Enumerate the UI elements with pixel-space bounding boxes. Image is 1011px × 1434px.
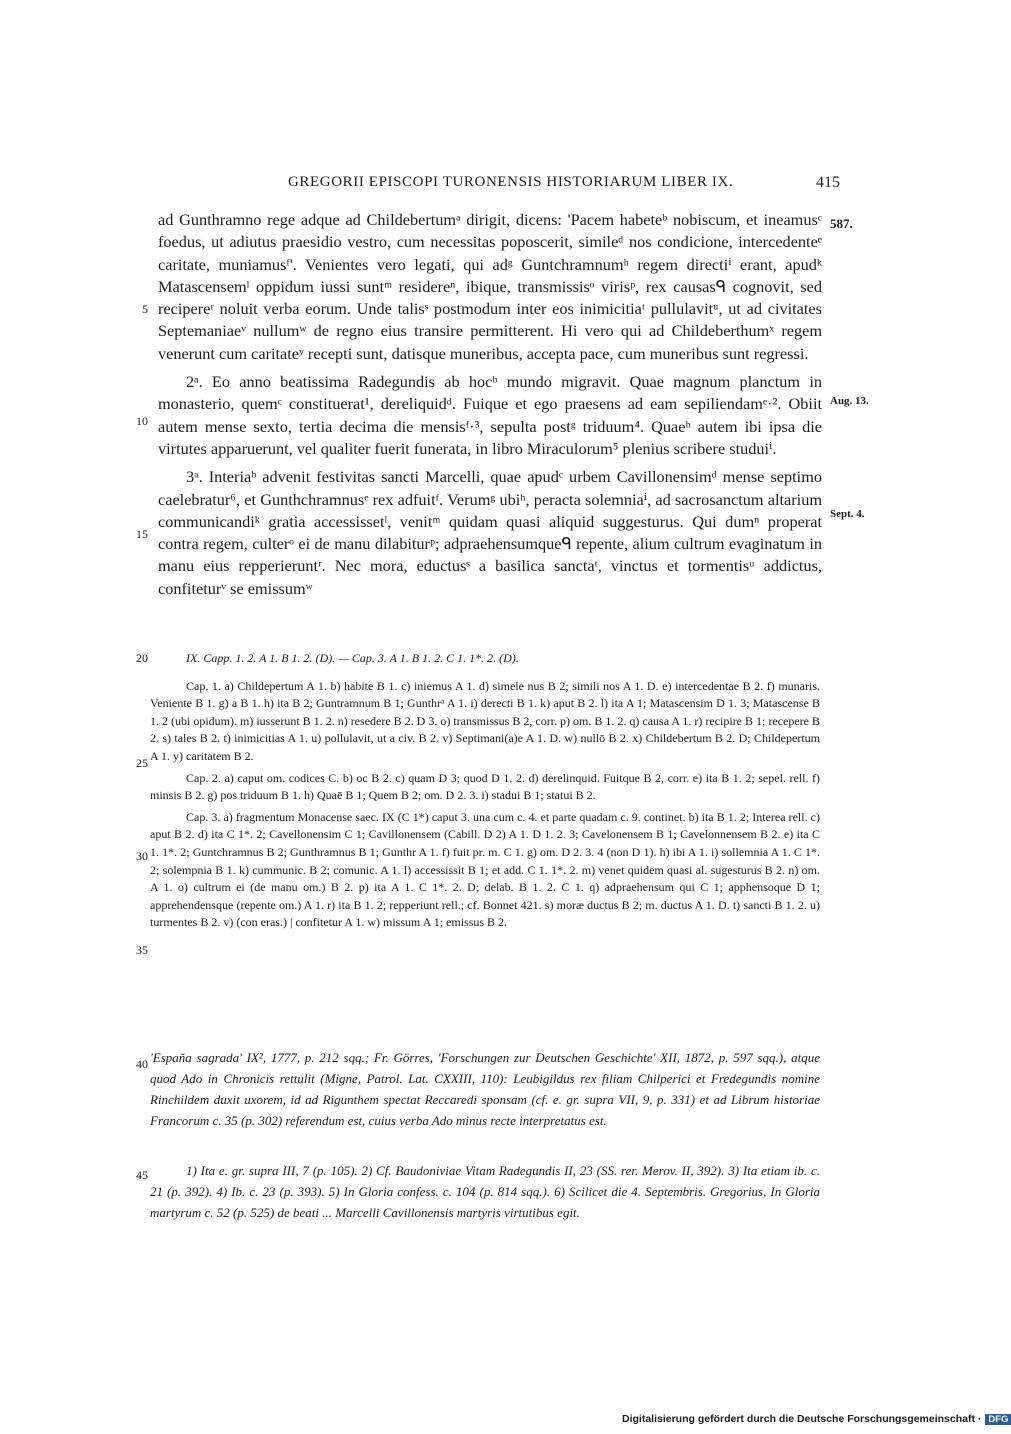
line-number: 10 (136, 414, 148, 428)
digitization-credit (622, 1413, 1009, 1425)
apparatus-entry: Cap. 1. a) Childepertum A 1. b) habite B 1. c) iniemus A 1. d) simele nus B 2; simili nos A 1. D. e) intercedentae B 2. f) munaris. Veniente B 1. g) a B 1. h) ita B 2; Guntramnum B 1; Gunthrᵃ A 1. i) derecti B 1. k) aput B 2. l) ita A 1; Matascensim D 1. 3; Matascense B 1. 2 (ubi opidum). m) iusserunt B 1. 2. n) resedere B 2. D 3. o) transmissus B 2, corr. p) om. B 1. 2. q) causa A 1. r) recipire B 1; recepere B 2. s) tales B 2. t) inimicitias A 1. u) pollulavit, ut a civ. B 2. v) Septimani(a)e A 1. D. w) nullō B 2. x) Childebertum B 2. D; Childepertum A 1. y) caritatem B 2. (150, 678, 820, 763)
commentary-note (150, 1047, 820, 1131)
apparatus-summary: IX. Capp. 1. 2. A 1. B 1. 2. (D). — Cap. 3. A 1. B 1. 2. C 1. 1*. 2. (D). (186, 651, 519, 665)
footnotes (150, 1160, 820, 1223)
line-number: 20 (136, 651, 148, 665)
line-number: 35 (136, 943, 148, 957)
critical-apparatus (150, 650, 820, 932)
line-number: 45 (136, 1168, 148, 1182)
dfg-logo: DFG (985, 1414, 1011, 1425)
line-number: 30 (136, 849, 148, 863)
page-number: 415 (816, 174, 840, 191)
commentary-text: 'España sagrada' IX², 1777, p. 212 sqq.; Fr. Görres, 'Forschungen zur Deutschen Geschichte' XII, 1872, p. 597 sqq.), atque quod Ado in Chronicis rettulit (Migne, Patrol. Lat. CXXIII, 110): Leubigildus rex filiam Chilperici et Fredegundis nomine Rinchildem duxit uxorem, id ad Rigunthem spectat Reccaredi sponsam (cf. e. gr. supra VII, 9, p. 331) et ad Librum historiae Francorum c. 35 (p. 302) referendum est, cuius verba Ado minus recte interpretatus est. (150, 1050, 820, 1128)
apparatus-entry: Cap. 2. a) caput om. codices C. b) oc B 2. c) quam D 3; quod D 1. 2. d) derelinquid. Fuitque B 2, corr. e) ita B 1. 2; sepel. rell. f) minsis B 2. g) pos triduum B 1. h) Quaē B 1; Quem B 2; om. D 2. 3. i) stadui B 1; statui B 2. (150, 770, 820, 803)
credit-text: Digitalisierung gefördert durch die Deutsche Forschungsgemeinschaft · (622, 1413, 982, 1425)
paragraph: 2ᵃ. Eo anno beatissima Radegundis ab hocᵇ mundo migravit. Quae magnum planctum in monasterio, quemᶜ constituerat¹, dereliquidᵈ. Fuique et ego praesens ad eam sepiliendamᵉ·². Obiit autem mense sexto, tertia decima die mensisᶠ·³, sepulta postᵍ triduum⁴. Quaeʰ autem ibi ipsa die virtutes apparuerunt, vel qualiter fuerit funerata, in libro Miraculorum⁵ plenius scribere studuiⁱ. (158, 372, 822, 458)
main-text (158, 209, 822, 600)
margin-date: 587. (830, 216, 853, 231)
line-number: 25 (136, 756, 148, 770)
apparatus-entry: Cap. 3. a) fragmentum Monacense saec. IX (C 1*) caput 3. una cum c. 4. et parte quadam c. 9. continet. b) ita B 1. 2; Interea rell. c) aput B 2. d) ita C 1*. 2; Cavellonensim C 1; Cavillonensem (Cabill. D 2) A 1. D 1. 2. 3; Cavelonensem B 1; Cavelonnensem B 2. e) ita C 1. 1*. 2; Guntchramnus B 2; Gunthramnus B 1; Gunthr A 1. f) fuit pr. m. C 1. g) om. D 2. 3. 4 (non D 1). h) ibi A 1. i) sollemnia A 1. C 1*. 2; solempnia B 1. k) cummunic. B 2; comunic. A 1. l) accessissit B 1; et add. C 1. 1*. 2. m) venet quidem quasi al. sugesturus B 2. n) om. A 1. o) cultrum ei (de manu om.) B 2. p) ita A 1. C 1*. 2. D; delab. B 1. 2. C 1. q) adpraehensum qui C 1; apphensoque D 1; apprehendensque (repente om.) A 1. r) ita B 1. 2; repperiunt rell.; cf. Bonnet 421. s) moræ ductus B 2; m. ductus A 1. D. t) sancti B 1. 2. u) turmentes B 2. v) (con eras.) | confitetur A 1. w) missum A 1; emissus B 2. (150, 809, 820, 930)
paragraph: ad Gunthramno rege adque ad Childebertumᵃ dirigit, dicens: 'Pacem habeteᵇ nobiscum, et ineamusᶜ foedus, ut adiutus praesidio vestro, cum necessitas poposcerit, simileᵈ nos condicione, intercedenteᵉ caritate, muniamusᶠ'. Venientes vero legati, qui adᵍ Guntchramnumʰ regem directiⁱ erant, apudᵏ Matascensemˡ oppidum iussi suntᵐ residereⁿ, ibique, transmissisᵒ virisᵖ, rex causasᑫ cognovit, sed recipereʳ noluit verba eorum. Unde talisˢ postmodum inter eos inimicitiaᵗ pullulavitᵘ, ut ad civitates Septemaniaeᵛ nullumʷ de regno eius transire permitterent. Hi vero qui ad Childeberthumˣ regem venerunt cum caritateʸ recepti sunt, datisque muneribus, accepta pace, cum muneribus sunt regressi. (158, 210, 822, 363)
paragraph: 3ᵃ. Interiaᵇ advenit festivitas sancti Marcelli, quae apudᶜ urbem Cavillonensimᵈ mense septimo caelebratur⁶, et Gunthchramnusᵉ rex adfuitᶠ. Verumᵍ ubiʰ, peracta solemniaⁱ, ad sacrosanctum altarium communicandiᵏ gratia accessissetˡ, venitᵐ quidam quasi aliquid suggesturus. Qui dumⁿ properat contra regem, culterᵒ ei de manu dilabiturᵖ; adpraehensumqueᑫ repente, alium cultrum evaginatum in manu eius repperieruntʳ. Nec mora, eductusˢ a basilica sanctaᵗ, vinctus et tormentisᵘ addictus, confiteturᵛ se emissumʷ (158, 467, 822, 598)
line-number: 15 (136, 527, 148, 541)
line-number: 5 (142, 302, 148, 316)
margin-date: Sept. 4. (830, 508, 865, 520)
running-header: GREGORII EPISCOPI TURONENSIS HISTORIARUM LIBER IX. (288, 174, 734, 190)
line-number: 40 (136, 1057, 148, 1071)
footnote-text: 1) Ita e. gr. supra III, 7 (p. 105). 2) Cf. Baudoniviae Vitam Radegundis II, 23 (SS. rer. Merov. II, 392). 3) Ita etiam ib. c. 21 (p. 392). 4) Ib. c. 23 (p. 393). 5) In Gloria confess. c. 104 (p. 814 sqq.). 6) Scilicet die 4. Septembris. Gregorius, In Gloria martyrum c. 52 (p. 525) de beati ... Marcelli Cavillonensis martyris virtutibus egit. (150, 1163, 820, 1220)
margin-date: Aug. 13. (830, 395, 869, 407)
